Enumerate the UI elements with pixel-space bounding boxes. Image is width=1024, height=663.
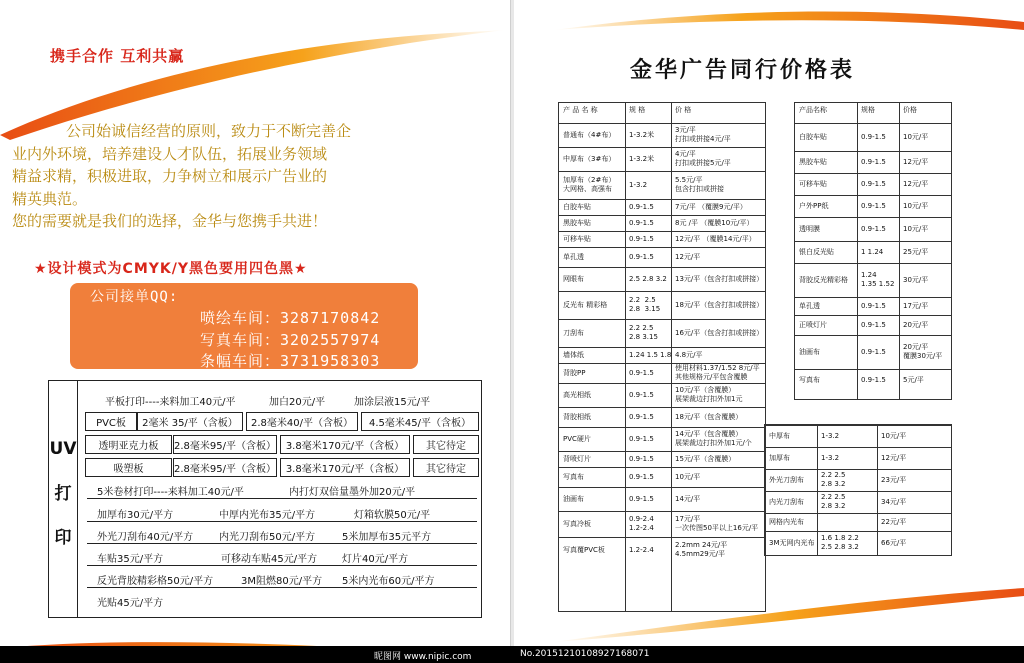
table-cell: 1-3.2米	[629, 154, 655, 163]
table-cell: 3元/平 打扣或拼接4元/平	[675, 126, 731, 143]
table-cell: 0.9-2.4 1.2-2.4	[629, 515, 654, 532]
table-cell: 30元/平	[903, 275, 929, 284]
table-cell: 0.9-1.5	[629, 252, 654, 261]
uv-divider	[87, 565, 477, 566]
table-cell: 0.9-1.5	[629, 412, 654, 421]
row-line	[795, 217, 951, 218]
table-cell: 中厚布	[769, 431, 790, 440]
row-line	[559, 451, 765, 452]
table-cell: 使用材料1.37/1.52 8元/平 其他规格元/平包含覆膜	[675, 364, 760, 381]
table-cell: 写真布	[563, 472, 584, 481]
uv-box: 2.8毫米40/平（含板）	[246, 412, 358, 431]
row-line	[559, 291, 765, 292]
uv-cell: 加白20元/平	[269, 397, 326, 408]
table-cell: 15元/平（含覆膜）	[675, 454, 736, 463]
table-cell: 0.9-1.5	[861, 301, 886, 310]
table-cell: 网眼布	[563, 274, 584, 283]
col-line	[857, 103, 858, 399]
uv-cell: 平板打印----来料加工40元/平	[105, 397, 236, 408]
price-table-side	[794, 102, 952, 400]
col-line	[899, 103, 900, 399]
uv-cell: 反光背胶精彩格50元/平方	[97, 576, 214, 587]
table-cell: 0.9-1.5	[861, 224, 886, 233]
qq-contact-box	[70, 283, 418, 369]
uv-box: 其它待定	[413, 435, 479, 454]
header-cell: 价 格	[675, 106, 692, 114]
table-cell: 0.9-1.5	[861, 347, 886, 356]
table-cell: 油画布	[799, 347, 820, 356]
price-table-main	[558, 102, 766, 612]
table-cell: 10元/平	[675, 472, 701, 481]
uv-cell: 车贴35元/平方	[97, 554, 164, 565]
row-line	[559, 319, 765, 320]
table-cell: 22元/平	[881, 517, 907, 526]
design-mode-note: ★设计模式为CMYK/Y黑色要用四色黑★	[34, 261, 308, 277]
table-cell: 2.2 2.5 2.8 3.2	[821, 471, 846, 488]
row-line	[559, 347, 765, 348]
table-cell: 10元/平	[903, 201, 929, 210]
table-cell: 12元/平	[903, 179, 929, 188]
uv-label-1: UV	[49, 439, 77, 459]
table-cell: 0.9-1.5	[629, 454, 654, 463]
uv-cell: 外光刀刮布40元/平方	[97, 532, 194, 543]
uv-box: 3.8毫米170元/平（含板）	[280, 458, 410, 477]
table-cell: 白胶车贴	[563, 202, 591, 211]
table-cell: 0.9-1.5	[629, 494, 654, 503]
table-cell: 网格内光布	[769, 517, 804, 526]
table-cell: 5.5元/平 包含打扣或拼接	[675, 176, 724, 193]
row-line	[795, 297, 951, 298]
row-line	[559, 267, 765, 268]
table-cell: 34元/平	[881, 497, 907, 506]
uv-cell: 内光刀刮布50元/平方	[219, 532, 316, 543]
row-line	[795, 151, 951, 152]
table-cell: 0.9-1.5	[629, 234, 654, 243]
table-cell: 0.9-1.5	[861, 157, 886, 166]
table-cell: PVC硬片	[563, 434, 591, 443]
table-cell: 12元/平	[881, 453, 907, 462]
row-line	[559, 467, 765, 468]
table-cell: 1-3.2	[821, 453, 840, 462]
table-cell: 0.9-1.5	[861, 179, 886, 188]
row-line	[795, 241, 951, 242]
intro-line: 精英典范。	[12, 189, 88, 208]
table-cell: 20元/平 覆膜30元/平	[903, 343, 943, 360]
row-line	[559, 427, 765, 428]
table-cell: 背胶相纸	[563, 412, 591, 421]
table-cell: 可移车贴	[799, 179, 827, 188]
table-cell: 0.9-1.5	[629, 202, 654, 211]
table-cell: 加厚布	[769, 453, 790, 462]
uv-label-2: 打	[54, 484, 72, 504]
qq-line-banner: 条幅车间：3731958303	[200, 352, 381, 370]
header-cell: 产 品 名 称	[563, 106, 598, 114]
table-cell: 4.8元/平	[675, 350, 703, 359]
table-cell: 1.2-2.4	[629, 545, 654, 554]
col-line	[817, 425, 818, 555]
table-cell: 透明膜	[799, 224, 820, 233]
uv-cell: 5米内光布60元/平方	[342, 576, 435, 587]
table-cell: 普通布（4#布）	[563, 130, 616, 139]
row-line	[559, 171, 765, 172]
table-cell: 白胶车贴	[799, 132, 827, 141]
uv-divider	[87, 498, 477, 499]
right-page	[514, 0, 1024, 663]
row-line	[795, 123, 951, 124]
table-cell: 高光相纸	[563, 390, 591, 399]
table-cell: 反光布 精彩格	[563, 300, 608, 309]
table-cell: 1.6 1.8 2.2 2.5 2.8 3.2	[821, 534, 859, 551]
table-cell: 13元/平（包含打扣或拼接）	[675, 274, 764, 283]
row-line	[559, 199, 765, 200]
table-cell: 加厚布（2#布） 大网格、高强布	[563, 176, 616, 193]
table-cell: 17元/平	[903, 301, 929, 310]
uv-divider	[87, 543, 477, 544]
table-cell: 0.9-1.5	[629, 434, 654, 443]
qq-line-photo: 写真车间：3202557974	[200, 331, 381, 349]
row-line	[559, 407, 765, 408]
top-swoosh-decoration	[514, 0, 1024, 50]
table-cell: 油画布	[563, 494, 584, 503]
watermark-id: No.20151210108927168071	[520, 649, 650, 659]
uv-print-table	[48, 380, 482, 618]
page-title: 金华广告同行价格表	[630, 58, 856, 83]
uv-cell: 5米加厚布35元平方	[342, 532, 432, 543]
table-cell: 墙体纸	[563, 350, 584, 359]
table-cell: 10元/平	[903, 132, 929, 141]
table-cell: 单孔透	[563, 252, 584, 261]
uv-box: 2毫米 35/平（含板）	[137, 412, 243, 431]
table-cell: 2.5 2.8 3.2	[629, 274, 667, 283]
table-cell: 1.24 1.5 1.8	[629, 350, 672, 359]
table-cell: 可移车贴	[563, 234, 591, 243]
row-line	[559, 147, 765, 148]
table-cell: 1 1.24	[861, 247, 884, 256]
row-line	[765, 531, 951, 532]
row-line	[765, 447, 951, 448]
uv-box: 3.8毫米170元/平（含板）	[280, 435, 410, 454]
table-cell: 写真覆PVC板	[563, 545, 605, 554]
table-cell: 1-3.2	[821, 431, 840, 440]
table-cell: 17元/平 一次传图50平以上16元/平	[675, 515, 759, 532]
table-cell: 12元/平	[675, 252, 701, 261]
table-cell: 10元/平	[881, 431, 907, 440]
intro-line: 精益求精，积极进取，力争树立和展示广告业的	[12, 167, 328, 185]
uv-label	[49, 381, 78, 617]
table-cell: 黑胶车贴	[563, 218, 591, 227]
row-line	[795, 315, 951, 316]
uv-box: PVC板	[85, 412, 137, 431]
uv-cell: 中厚内光布35元/平方	[219, 510, 316, 521]
table-cell: 0.9-1.5	[629, 472, 654, 481]
uv-divider	[87, 587, 477, 588]
table-cell: 单孔透	[799, 301, 820, 310]
table-cell: 7元/平 （覆膜9元/平）	[675, 202, 747, 211]
row-line	[795, 173, 951, 174]
uv-box: 4.5毫米45/平（含板）	[361, 412, 479, 431]
row-line	[559, 511, 765, 512]
header-cell: 规 格	[629, 106, 646, 114]
table-cell: 23元/平	[881, 475, 907, 484]
bottom-swoosh-decoration	[514, 580, 1024, 650]
intro-line: 您的需要就是我们的选择，金华与您携手共进！	[12, 212, 328, 230]
uv-box: 透明亚克力板	[85, 435, 172, 454]
uv-box: 2.8毫米95/平（含板）	[173, 458, 277, 477]
table-cell: 1-3.2	[629, 180, 648, 189]
table-cell: 2.2 2.5 2.8 3.15	[629, 324, 658, 341]
table-cell: 外光刀刮布	[769, 475, 804, 484]
header-cell: 产品名称	[799, 106, 827, 114]
row-line	[765, 491, 951, 492]
uv-box: 其它待定	[413, 458, 479, 477]
uv-label-3: 印	[54, 528, 72, 548]
table-cell: 10元/平	[903, 224, 929, 233]
table-cell: 0.9-1.5	[861, 132, 886, 141]
table-cell: 1.24 1.35 1.52	[861, 271, 895, 288]
table-cell: 正喷灯片	[799, 320, 827, 329]
table-cell: 25元/平	[903, 247, 929, 256]
qq-line-inkjet: 喷绘车间：3287170842	[200, 309, 381, 327]
table-cell: 写真冷板	[563, 519, 591, 528]
table-cell: 1-3.2米	[629, 130, 655, 139]
table-cell: 12元/平 （覆膜14元/平）	[675, 234, 756, 243]
uv-cell: 5米卷材打印----来料加工40元/平	[97, 487, 244, 498]
table-cell: 18元/平（包含打扣或拼接）	[675, 300, 764, 309]
qq-title: 公司接单QQ:	[90, 289, 179, 305]
table-cell: 黑胶车贴	[799, 157, 827, 166]
row-line	[559, 487, 765, 488]
intro-line: 公司始诚信经营的原则，致力于不断完善企	[66, 122, 352, 140]
table-cell: 背喷灯片	[563, 454, 591, 463]
left-page	[0, 0, 510, 663]
row-line	[559, 231, 765, 232]
table-cell: 0.9-1.5	[629, 390, 654, 399]
table-cell: 14元/平（包含覆膜） 展架裁边打扣外加1元/个	[675, 430, 752, 447]
row-line	[765, 425, 951, 426]
intro-line: 业内外环境，培养建设人才队伍，拓展业务领域	[12, 144, 328, 163]
uv-cell: 光贴45元/平方	[97, 598, 164, 609]
table-cell: 背胶PP	[563, 368, 586, 377]
table-cell: 内光刀刮布	[769, 497, 804, 506]
company-intro	[12, 120, 482, 233]
table-cell: 4元/平 打扣或拼接5元/平	[675, 150, 731, 167]
table-cell: 8元 /平 （覆膜10元/平）	[675, 218, 754, 227]
table-cell: 5元/平	[903, 375, 924, 384]
uv-cell: 可移动车贴45元/平方	[221, 554, 318, 565]
table-cell: 中厚布（3#布）	[563, 154, 616, 163]
uv-cell: 加厚布30元/平方	[97, 510, 174, 521]
header-cell: 价格	[903, 106, 917, 114]
table-cell: 10元/平（含覆膜） 展架裁边打扣外加1元	[675, 386, 743, 403]
watermark-logo: 昵图网 www.nipic.com	[374, 652, 472, 662]
row-line	[795, 195, 951, 196]
row-line	[795, 335, 951, 336]
header-cell: 规格	[861, 106, 875, 114]
uv-box: 2.8毫米95/平（含板）	[173, 435, 277, 454]
row-line	[765, 513, 951, 514]
col-line	[625, 103, 626, 611]
row-line	[559, 247, 765, 248]
col-line	[877, 425, 878, 555]
table-cell: 0.9-1.5	[629, 368, 654, 377]
table-cell: 66元/平	[881, 538, 907, 547]
row-line	[559, 215, 765, 216]
uv-cell: 灯箱软膜50元/平	[354, 510, 431, 521]
table-cell: 背胶反光精彩格	[799, 275, 848, 284]
table-cell: 写真布	[799, 375, 820, 384]
table-cell: 刀刮布	[563, 328, 584, 337]
row-line	[795, 263, 951, 264]
table-cell: 0.9-1.5	[861, 375, 886, 384]
table-cell: 0.9-1.5	[861, 201, 886, 210]
row-line	[559, 383, 765, 384]
row-line	[559, 123, 765, 124]
table-cell: 16元/平（包含打扣或拼接）	[675, 328, 764, 337]
uv-cell: 加涂层液15元/平	[354, 397, 431, 408]
table-cell: 0.9-1.5	[629, 218, 654, 227]
table-cell: 2.2 2.5 2.8 3.15	[629, 296, 661, 313]
table-cell: 18元/平（包含覆膜）	[675, 412, 743, 421]
uv-box: 吸塑板	[85, 458, 172, 477]
table-cell: 3M无网内光布	[769, 538, 815, 547]
table-cell: 12元/平	[903, 157, 929, 166]
uv-cell: 灯片40元/平方	[342, 554, 409, 565]
price-table-cloth	[764, 424, 952, 556]
table-cell: 户外PP纸	[799, 201, 829, 210]
row-line	[559, 537, 765, 538]
row-line	[795, 369, 951, 370]
uv-cell: 内打灯双倍量墨外加20元/平	[289, 487, 416, 498]
table-cell: 20元/平	[903, 320, 929, 329]
table-cell: 银白反光贴	[799, 247, 834, 256]
table-cell: 2.2 2.5 2.8 3.2	[821, 493, 846, 510]
uv-divider	[87, 521, 477, 522]
row-line	[765, 469, 951, 470]
slogan: 携手合作 互利共赢	[50, 47, 185, 65]
table-cell: 14元/平	[675, 494, 701, 503]
table-cell: 2.2mm 24元/平 4.5mm29元/平	[675, 541, 728, 558]
watermark-bar	[0, 646, 1024, 663]
uv-cell: 3M阻燃80元/平方	[241, 576, 323, 587]
table-cell: 0.9-1.5	[861, 320, 886, 329]
